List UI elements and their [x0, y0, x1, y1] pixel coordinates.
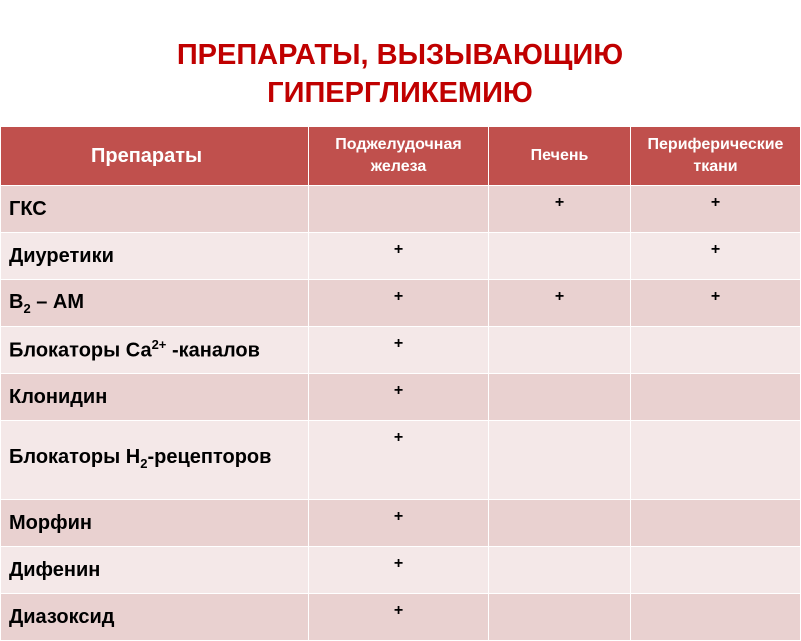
pancreas-mark: + — [309, 374, 489, 421]
table-row — [1, 594, 801, 641]
pancreas-mark: + — [309, 280, 489, 327]
drug-name: Дифенин — [1, 547, 309, 594]
table-row — [1, 374, 801, 421]
drug-name: Морфин — [1, 500, 309, 547]
peripheral-mark — [631, 594, 801, 641]
table-row — [1, 280, 801, 327]
liver-mark — [489, 594, 631, 641]
peripheral-mark — [631, 374, 801, 421]
drug-name: Блокаторы $Са^{2+}$ -каналов — [1, 327, 309, 374]
liver-mark — [489, 500, 631, 547]
table-row — [1, 547, 801, 594]
liver-mark: + — [489, 186, 631, 233]
header-drugs: Препараты — [1, 127, 309, 186]
drug-name: Диазоксид — [1, 594, 309, 641]
table-row — [1, 500, 801, 547]
pancreas-mark: + — [309, 327, 489, 374]
drug-name: Диуретики — [1, 233, 309, 280]
peripheral-mark: + — [631, 186, 801, 233]
table-header-row — [1, 127, 801, 186]
peripheral-mark — [631, 421, 801, 500]
header-pancreas: Поджелудочная железа — [309, 127, 489, 186]
drug-name: Клонидин — [1, 374, 309, 421]
liver-mark — [489, 547, 631, 594]
liver-mark: + — [489, 280, 631, 327]
peripheral-mark — [631, 500, 801, 547]
peripheral-mark — [631, 547, 801, 594]
title-line-1: ПРЕПАРАТЫ, ВЫЗЫВАЮЩИЮ — [176, 39, 624, 71]
slide-title — [0, 36, 800, 112]
drugs-table — [0, 126, 801, 641]
pancreas-mark: + — [309, 233, 489, 280]
header-liver: Печень — [489, 127, 631, 186]
drug-name: $В_2$ – АМ — [1, 280, 309, 327]
drug-name: Блокаторы $Н_2$-рецепторов — [1, 421, 309, 500]
peripheral-mark: + — [631, 233, 801, 280]
header-peripheral: Периферические ткани — [631, 127, 801, 186]
liver-mark — [489, 233, 631, 280]
pancreas-mark: + — [309, 421, 489, 500]
pancreas-mark: + — [309, 594, 489, 641]
peripheral-mark — [631, 327, 801, 374]
table-row — [1, 186, 801, 233]
liver-mark — [489, 327, 631, 374]
table-row — [1, 233, 801, 280]
pancreas-mark: + — [309, 547, 489, 594]
title-line-2: ГИПЕРГЛИКЕМИЮ — [267, 77, 533, 109]
table-row — [1, 421, 801, 500]
peripheral-mark: + — [631, 280, 801, 327]
table-row — [1, 327, 801, 374]
drug-name: ГКС — [1, 186, 309, 233]
pancreas-mark: + — [309, 500, 489, 547]
pancreas-mark — [309, 186, 489, 233]
liver-mark — [489, 421, 631, 500]
liver-mark — [489, 374, 631, 421]
